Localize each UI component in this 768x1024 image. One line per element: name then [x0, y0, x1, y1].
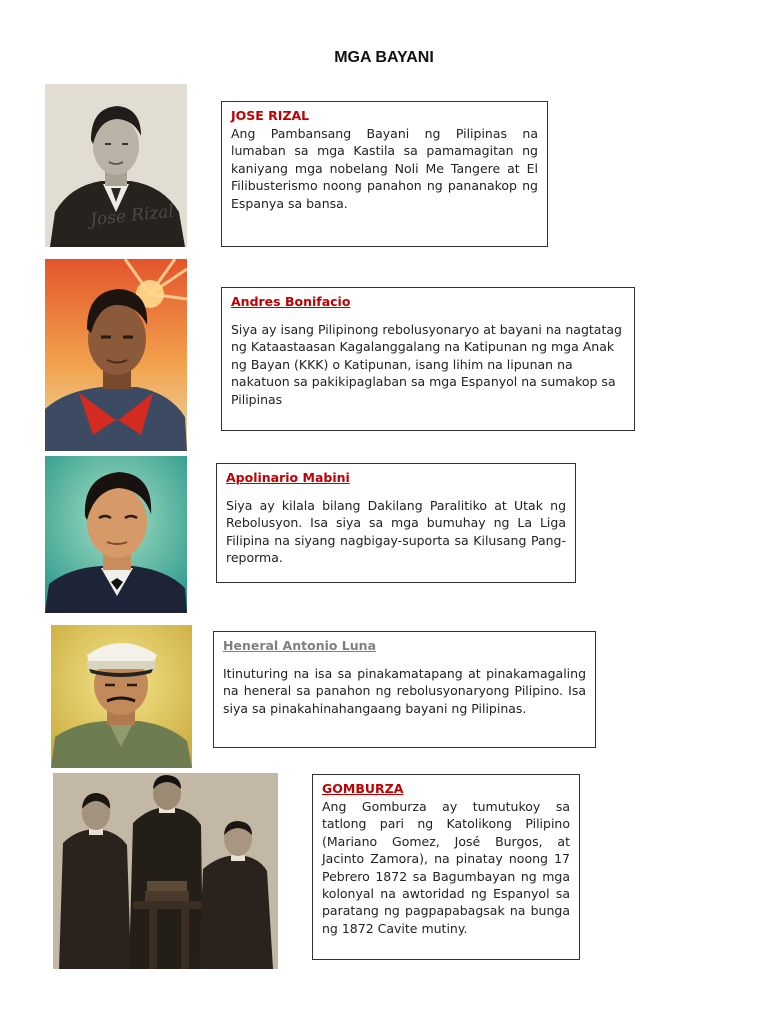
portrait-andres-bonifacio — [45, 259, 187, 451]
hero-description: Ang Pambansang Bayani ng Pilipinas na lumaban sa mga Kastila sa pamamagitan ng kaniyang mga nobelang Noli Me Tangere at El Filibusterismo noong panahon ng pananakop ng Espanya sa bansa. — [231, 126, 538, 211]
portrait-antonio-luna — [51, 625, 192, 768]
info-box-antonio-luna — [213, 631, 596, 748]
hero-name: JOSE RIZAL — [231, 108, 310, 123]
rizal-signature: Jose Rizal — [89, 201, 175, 231]
hero-description: Itinuturing na isa sa pinakamatapang at pinakamagaling na heneral sa panahon ng rebolusyonaryong Pilipino. Isa siya sa pinakahinahangaang bayani ng Pilipinas. — [223, 666, 586, 716]
portrait-jose-rizal — [45, 84, 187, 247]
info-box-gomburza — [312, 774, 580, 960]
hero-description: Siya ay isang Pilipinong rebolusyonaryo at bayani na nagtatag ng Kataastaasan Kagalanggalang na Katipunan ng mga Anak ng Bayan (KKK) o Katipunan, isang lihim na lipunan na nakatuon sa pakikipaglaban sa mga Espanyol na sumakop sa Pilipinas — [231, 322, 622, 407]
info-box-jose-rizal — [221, 101, 548, 247]
hero-description: Siya ay kilala bilang Dakilang Paralitiko at Utak ng Rebolusyon. Isa siya sa mga bumuhay ng La Liga Filipina na siyang nagbigay-suporta sa Kilusang Pang-reporma. — [226, 498, 566, 566]
hero-name: Andres Bonifacio — [231, 294, 351, 309]
page-title: MGA BAYANI — [334, 49, 434, 66]
info-box-andres-bonifacio — [221, 287, 635, 431]
hero-description: Ang Gomburza ay tumutukoy sa tatlong pari ng Katolikong Pilipino (Mariano Gomez, José Burgos, at Jacinto Zamora), na pinatay noong 17 Pebrero 1872 sa Bagumbayan ng mga kolonyal na awtoridad ng Espanyol sa paratang ng pagpapabagsak na bunga ng 1872 Cavite mutiny. — [322, 799, 570, 936]
portrait-gomburza — [53, 773, 278, 969]
hero-name: Apolinario Mabini — [226, 470, 350, 485]
hero-name: Heneral Antonio Luna — [223, 638, 377, 653]
portrait-apolinario-mabini — [45, 456, 187, 613]
info-box-apolinario-mabini — [216, 463, 576, 583]
hero-name: GOMBURZA — [322, 781, 404, 796]
